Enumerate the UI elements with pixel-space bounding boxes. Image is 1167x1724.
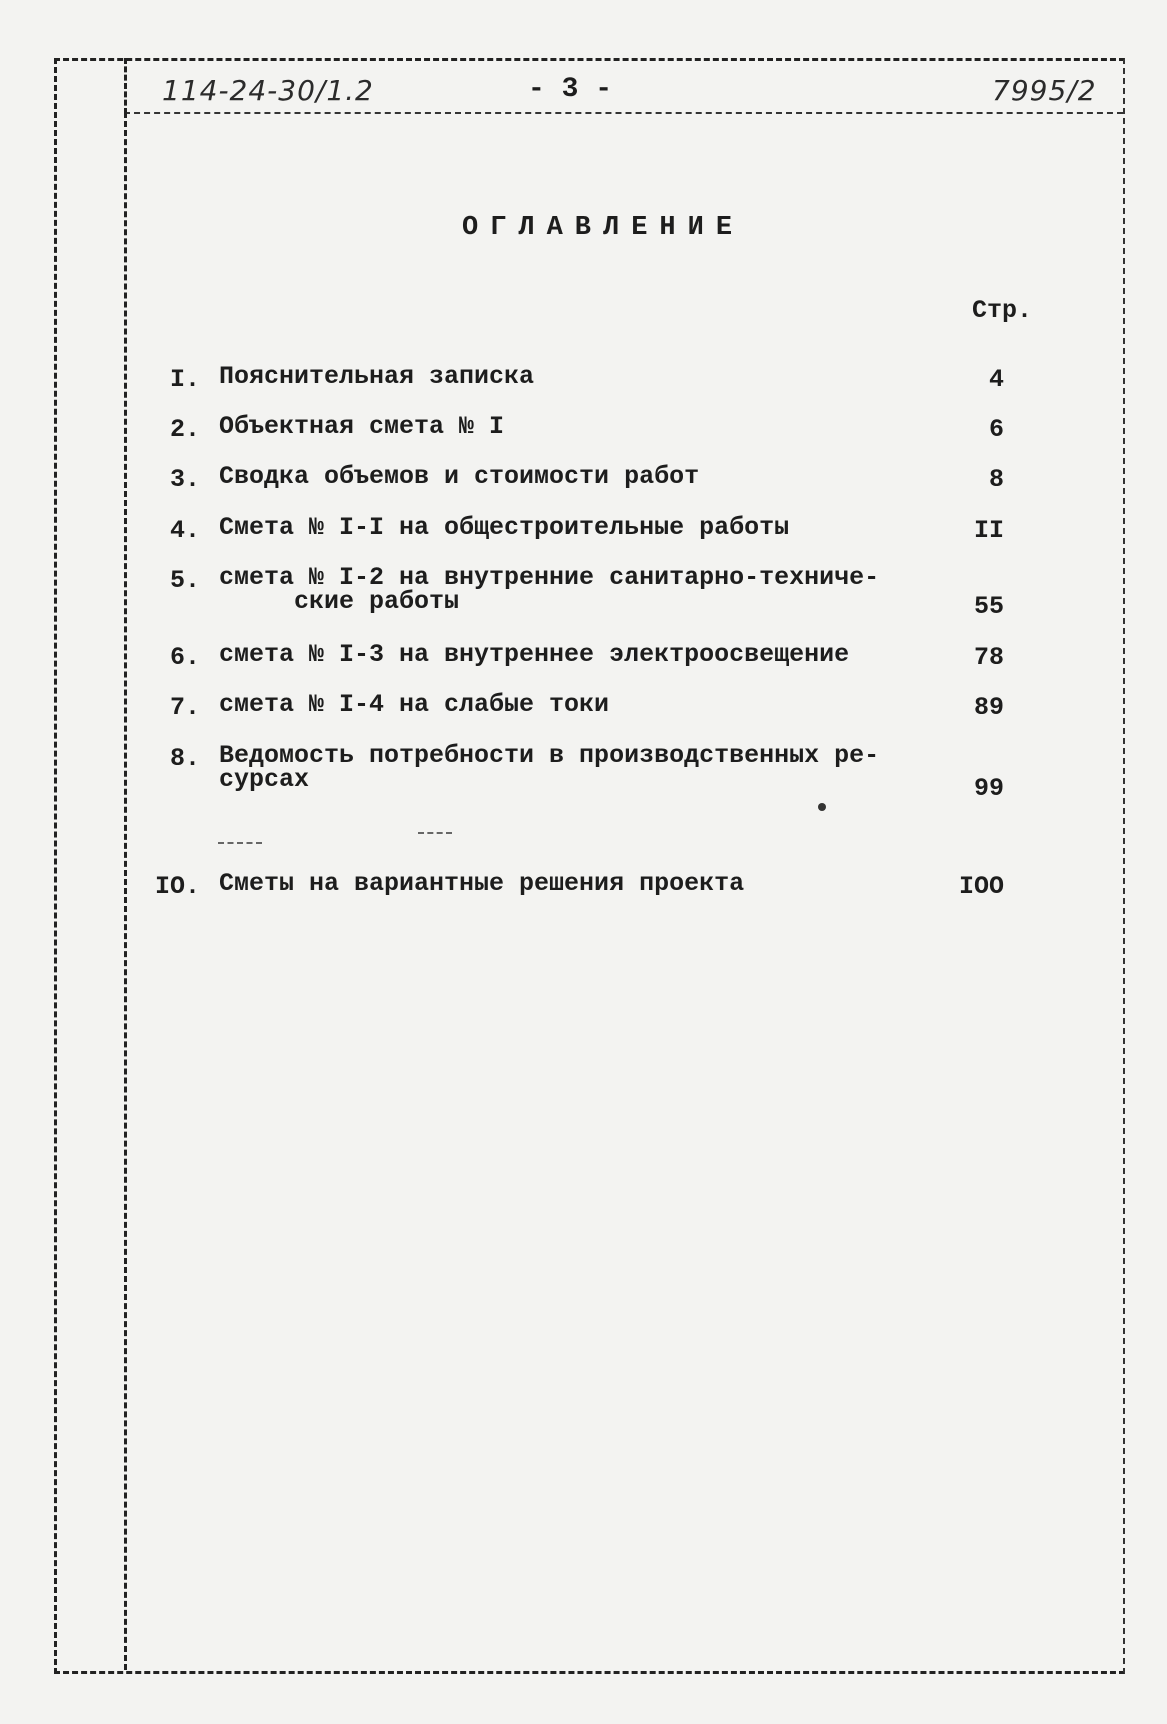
toc-number: 4. xyxy=(169,516,200,545)
toc-title: Смета № I-I на общестроительные работы xyxy=(219,513,790,542)
page-number: - 3 - xyxy=(528,74,613,105)
toc-page: 78 xyxy=(973,643,1004,672)
toc-page: II xyxy=(973,516,1004,545)
header-divider xyxy=(124,58,130,114)
toc-number: IO. xyxy=(154,872,200,901)
toc-title: Объектная смета № I xyxy=(219,412,505,441)
toc-number: 2. xyxy=(169,415,200,444)
toc-title: Ведомость потребности в производственных ре- сурсах xyxy=(219,741,880,794)
toc-title: Сметы на вариантные решения проекта xyxy=(219,869,745,898)
archive-number: 7995/2 xyxy=(992,74,1097,107)
toc-number: 7. xyxy=(169,693,200,722)
omission-mark xyxy=(218,842,262,844)
toc-title: смета № I-3 на внутреннее электроосвещение xyxy=(219,640,850,669)
toc-number: 5. xyxy=(169,566,200,595)
toc-number: I. xyxy=(169,365,200,394)
omission-mark xyxy=(418,832,452,834)
toc-page: 8 xyxy=(988,465,1004,494)
toc-page: IOO xyxy=(958,872,1004,901)
toc-number: 6. xyxy=(169,643,200,672)
toc-page: 55 xyxy=(973,592,1004,621)
toc-title: смета № I-4 на слабые токи xyxy=(219,690,610,719)
page-title: ОГЛАВЛЕНИЕ xyxy=(462,213,745,243)
toc-page: 89 xyxy=(973,693,1004,722)
toc-page: 6 xyxy=(988,415,1004,444)
toc-title: Пояснительная записка xyxy=(219,362,535,391)
toc-title: Сводка объемов и стоимости работ xyxy=(219,462,700,491)
toc-number: 8. xyxy=(169,744,200,773)
ink-dot xyxy=(818,803,826,811)
toc-page: 4 xyxy=(988,365,1004,394)
toc-page: 99 xyxy=(973,774,1004,803)
toc-title: смета № I-2 на внутренние санитарно-техниче- ские работы xyxy=(219,563,880,616)
doc-code: 114-24-30/1.2 xyxy=(162,74,374,107)
toc-number: 3. xyxy=(169,465,200,494)
pages-column-header: Стр. xyxy=(972,296,1033,325)
